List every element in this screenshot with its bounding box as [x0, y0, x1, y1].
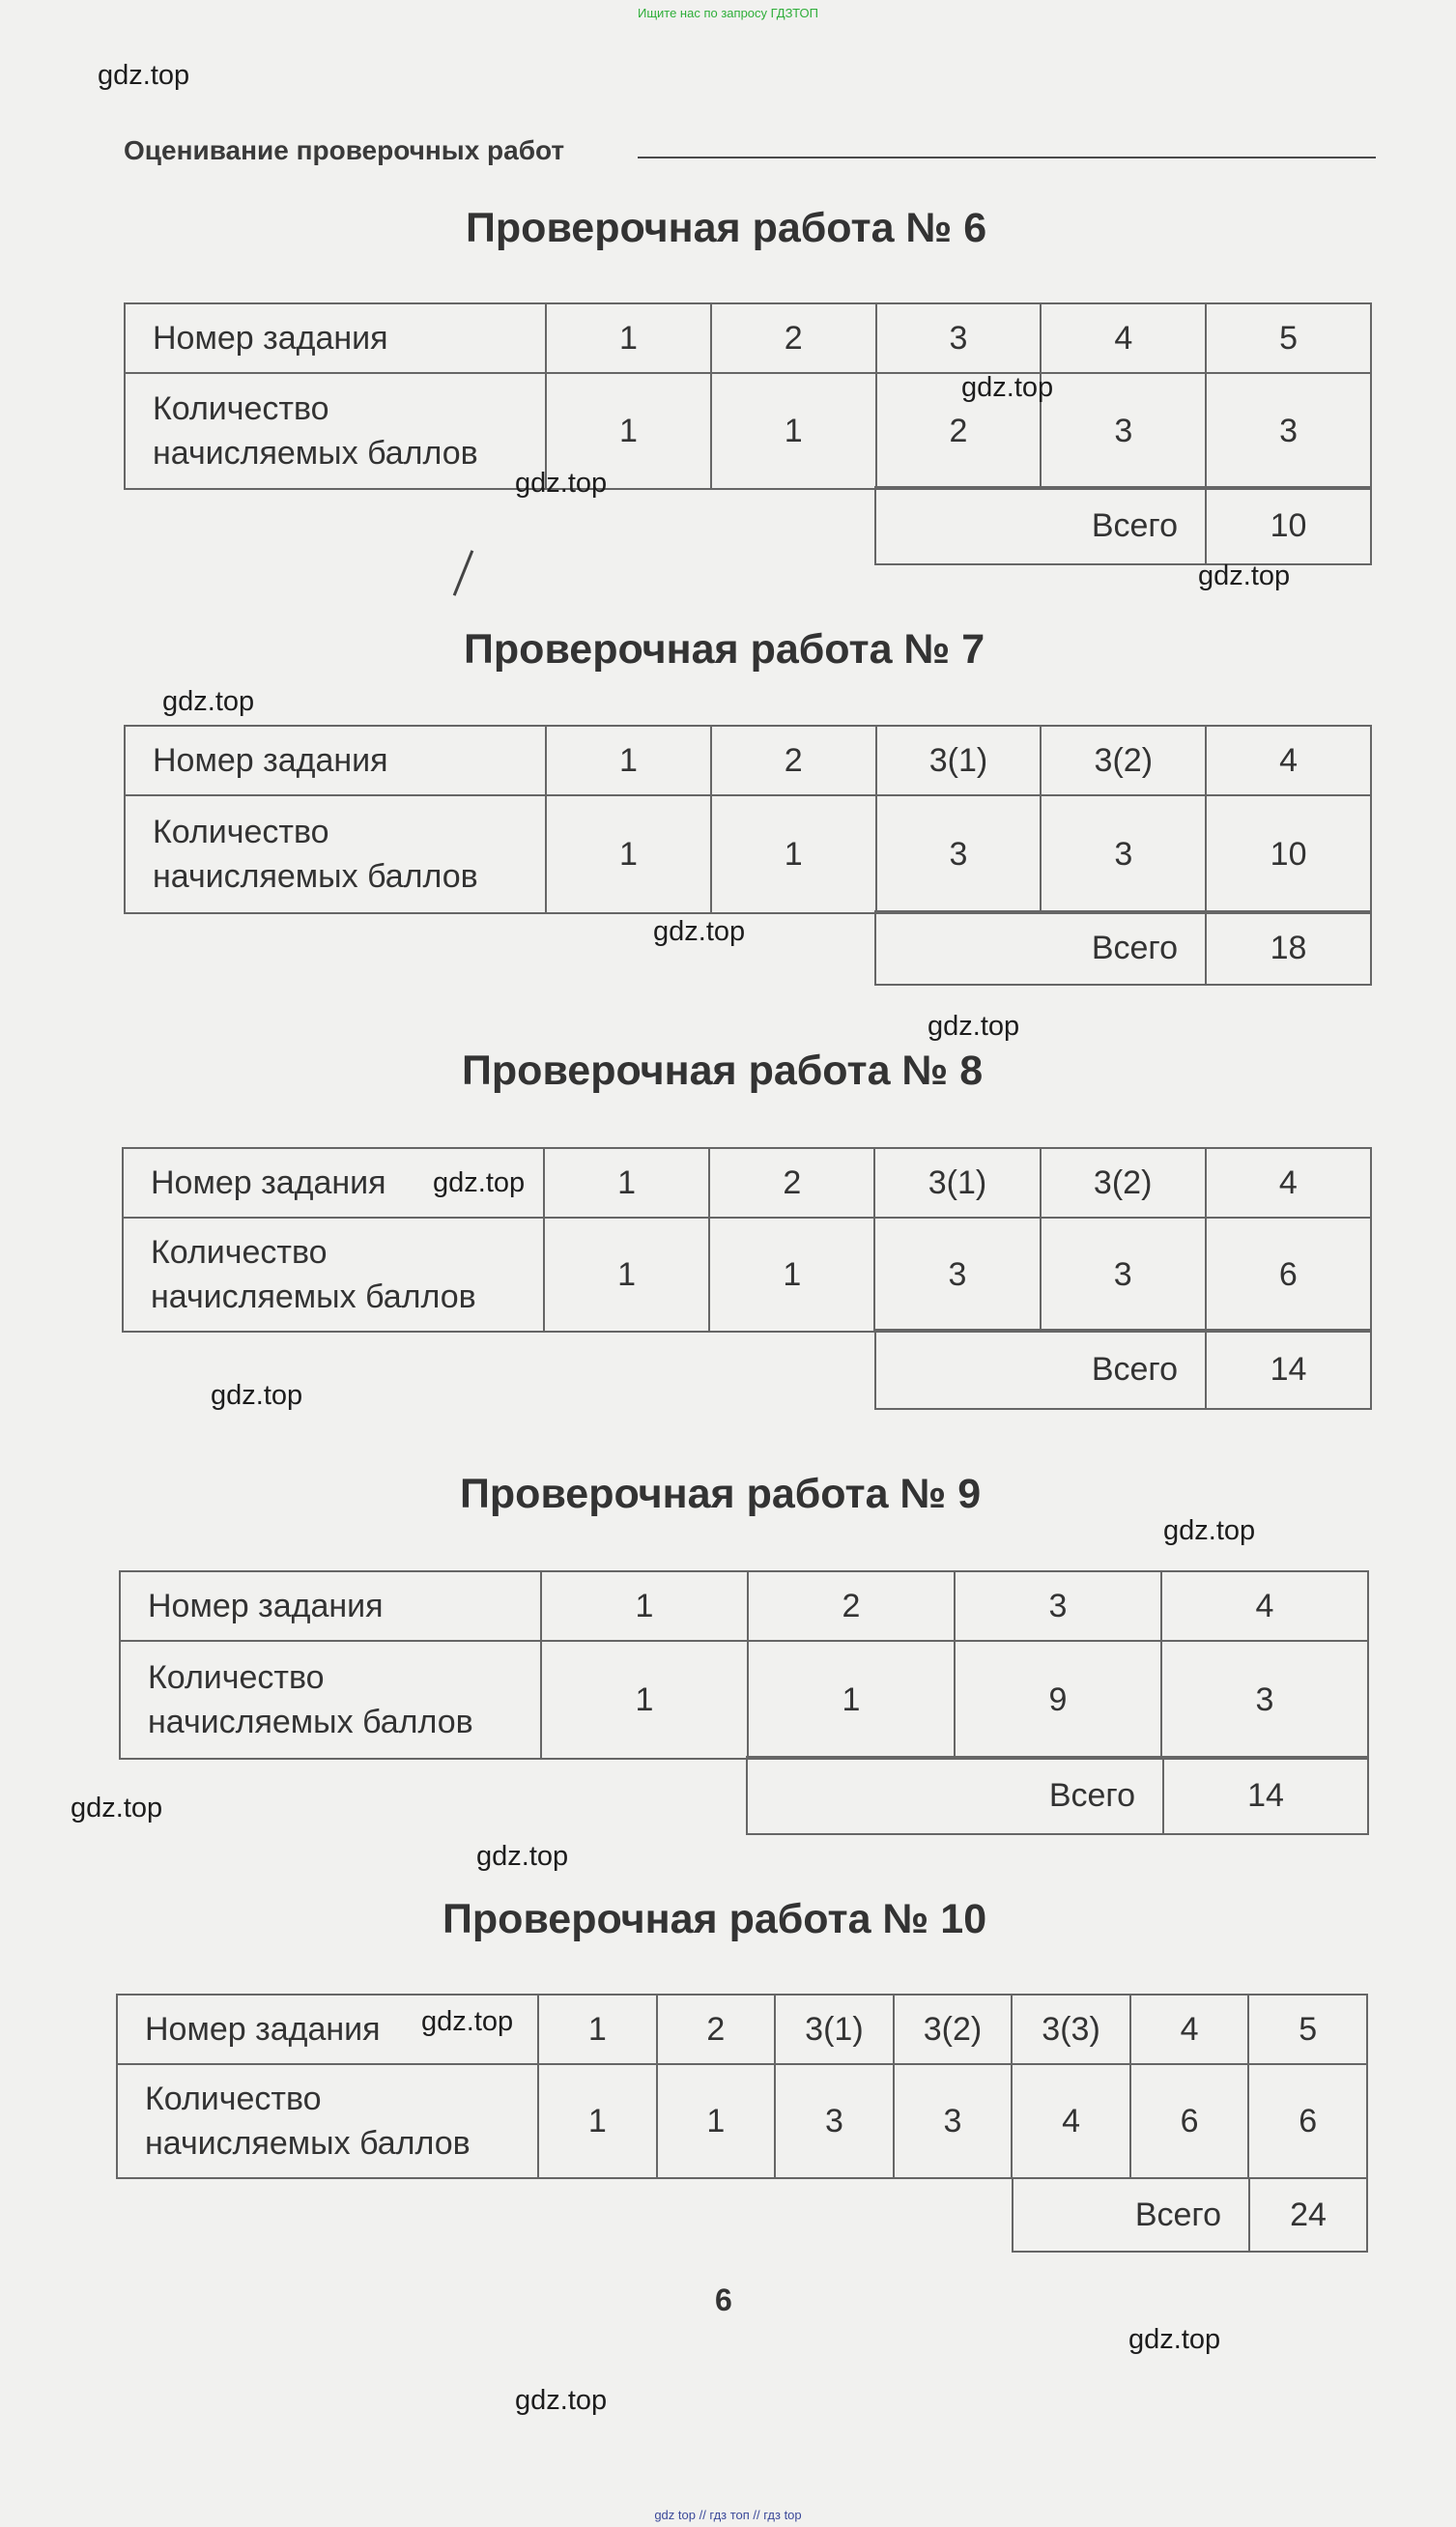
task-cell: 4 — [1041, 303, 1206, 373]
section-header: Оценивание проверочных работ — [124, 135, 565, 165]
work-title-6: Проверочная работа № 6 — [466, 205, 987, 251]
total-label: Всего — [875, 487, 1206, 564]
points-cell: 1 — [711, 373, 876, 489]
points-label-line1: Количество — [148, 1659, 325, 1696]
task-cell: 1 — [538, 1995, 657, 2064]
task-cell: 3(1) — [775, 1995, 894, 2064]
work-6-table — [124, 302, 1372, 490]
points-cell: 1 — [546, 373, 711, 489]
work-8-table — [122, 1147, 1372, 1333]
work-9-table — [119, 1570, 1369, 1760]
task-cell: 5 — [1206, 303, 1371, 373]
pen-mark — [453, 550, 474, 595]
watermark: gdz.top — [71, 1793, 163, 1823]
work-title-7: Проверочная работа № 7 — [464, 626, 985, 673]
points-label-line1: Количество — [151, 1234, 328, 1271]
header-divider — [638, 157, 1376, 158]
work-9-total — [746, 1756, 1369, 1835]
task-number-label: Номер задания — [125, 726, 546, 795]
points-label-line1: Количество — [153, 390, 329, 427]
points-cell: 3 — [1041, 1218, 1206, 1332]
task-cell: 1 — [546, 303, 711, 373]
watermark: gdz.top — [653, 916, 746, 947]
points-label-line2: начисляемых баллов — [153, 435, 478, 472]
task-cell: 2 — [711, 303, 876, 373]
task-number-label: Номер задания — [125, 303, 546, 373]
total-value: 14 — [1206, 1330, 1371, 1409]
points-label-line2: начисляемых баллов — [153, 858, 478, 895]
task-cell: 4 — [1206, 1148, 1371, 1218]
task-cell: 2 — [748, 1571, 955, 1641]
points-label-line2: начисляемых баллов — [151, 1278, 476, 1315]
work-7-total — [874, 910, 1372, 986]
watermark: gdz.top — [476, 1841, 569, 1872]
total-value: 18 — [1206, 911, 1371, 985]
points-cell: 3 — [1206, 373, 1371, 489]
task-cell: 3(3) — [1012, 1995, 1130, 2064]
total-value: 14 — [1163, 1757, 1368, 1834]
task-cell: 3 — [955, 1571, 1161, 1641]
work-title-10: Проверочная работа № 10 — [443, 1896, 987, 1942]
points-label — [117, 2064, 538, 2178]
points-cell: 1 — [748, 1641, 955, 1759]
points-cell: 4 — [1012, 2064, 1130, 2178]
watermark: gdz.top — [961, 372, 1054, 403]
points-cell: 1 — [541, 1641, 748, 1759]
total-value: 10 — [1206, 487, 1371, 564]
points-cell: 3 — [874, 1218, 1040, 1332]
task-cell: 2 — [711, 726, 876, 795]
task-cell: 4 — [1161, 1571, 1368, 1641]
watermark: gdz.top — [421, 2006, 514, 2037]
work-10-total — [1012, 2177, 1368, 2253]
task-cell: 3(1) — [874, 1148, 1040, 1218]
task-cell: 3(2) — [1041, 726, 1206, 795]
work-title-9: Проверочная работа № 9 — [460, 1471, 982, 1517]
points-cell: 1 — [544, 1218, 709, 1332]
task-cell: 1 — [546, 726, 711, 795]
task-number-label: Номер задания — [117, 1995, 538, 2064]
points-label-line2: начисляемых баллов — [148, 1704, 473, 1740]
watermark: gdz.top — [515, 2385, 608, 2416]
points-cell: 1 — [546, 795, 711, 913]
points-cell: 3 — [1041, 373, 1206, 489]
points-cell: 1 — [538, 2064, 657, 2178]
work-10-table — [116, 1994, 1368, 2179]
points-cell: 10 — [1206, 795, 1371, 913]
task-number-label: Номер задания — [120, 1571, 541, 1641]
task-cell: 3(2) — [894, 1995, 1013, 2064]
task-cell: 3 — [876, 303, 1042, 373]
points-cell: 3 — [775, 2064, 894, 2178]
watermark: gdz.top — [928, 1011, 1020, 1042]
points-label-line2: начисляемых баллов — [145, 2125, 471, 2162]
total-label: Всего — [875, 911, 1206, 985]
points-cell: 3 — [1161, 1641, 1368, 1759]
watermark: gdz.top — [211, 1380, 303, 1411]
task-cell: 4 — [1130, 1995, 1249, 2064]
points-cell: 6 — [1130, 2064, 1249, 2178]
points-cell: 1 — [657, 2064, 776, 2178]
points-label — [123, 1218, 544, 1332]
task-cell: 2 — [709, 1148, 874, 1218]
points-cell: 3 — [1041, 795, 1206, 913]
points-cell: 1 — [709, 1218, 874, 1332]
points-label — [120, 1641, 541, 1759]
task-cell: 4 — [1206, 726, 1371, 795]
watermark: gdz.top — [98, 60, 190, 91]
task-cell: 1 — [541, 1571, 748, 1641]
points-cell: 3 — [894, 2064, 1013, 2178]
page-number: 6 — [715, 2283, 732, 2317]
task-cell: 3(2) — [1041, 1148, 1206, 1218]
task-cell: 1 — [544, 1148, 709, 1218]
top-banner: Ищите нас по запросу ГДЗТОП — [637, 6, 818, 20]
work-7-table — [124, 725, 1372, 914]
watermark: gdz.top — [1163, 1515, 1256, 1546]
task-cell: 3(1) — [876, 726, 1042, 795]
task-cell: 2 — [657, 1995, 776, 2064]
total-label: Всего — [747, 1757, 1163, 1834]
watermark: gdz.top — [433, 1167, 526, 1198]
points-cell: 6 — [1248, 2064, 1367, 2178]
points-cell: 2 — [876, 373, 1042, 489]
work-8-total — [874, 1329, 1372, 1410]
points-label-line1: Количество — [153, 814, 329, 850]
points-label — [125, 795, 546, 913]
watermark: gdz.top — [1198, 560, 1291, 591]
watermark: gdz.top — [1128, 2324, 1221, 2355]
task-number-label: Номер задания — [123, 1148, 544, 1218]
task-cell: 5 — [1248, 1995, 1367, 2064]
watermark: gdz.top — [515, 468, 608, 499]
points-cell: 1 — [711, 795, 876, 913]
work-6-total — [874, 486, 1372, 565]
total-label: Всего — [1013, 2178, 1249, 2252]
points-label — [125, 373, 546, 489]
points-label-line1: Количество — [145, 2081, 322, 2117]
points-cell: 3 — [876, 795, 1042, 913]
total-label: Всего — [875, 1330, 1206, 1409]
watermark: gdz.top — [162, 686, 255, 717]
total-value: 24 — [1249, 2178, 1367, 2252]
work-title-8: Проверочная работа № 8 — [462, 1048, 984, 1094]
footer-links[interactable]: gdz top // гдз топ // гдз top — [654, 2508, 802, 2522]
points-cell: 9 — [955, 1641, 1161, 1759]
points-cell: 6 — [1206, 1218, 1371, 1332]
